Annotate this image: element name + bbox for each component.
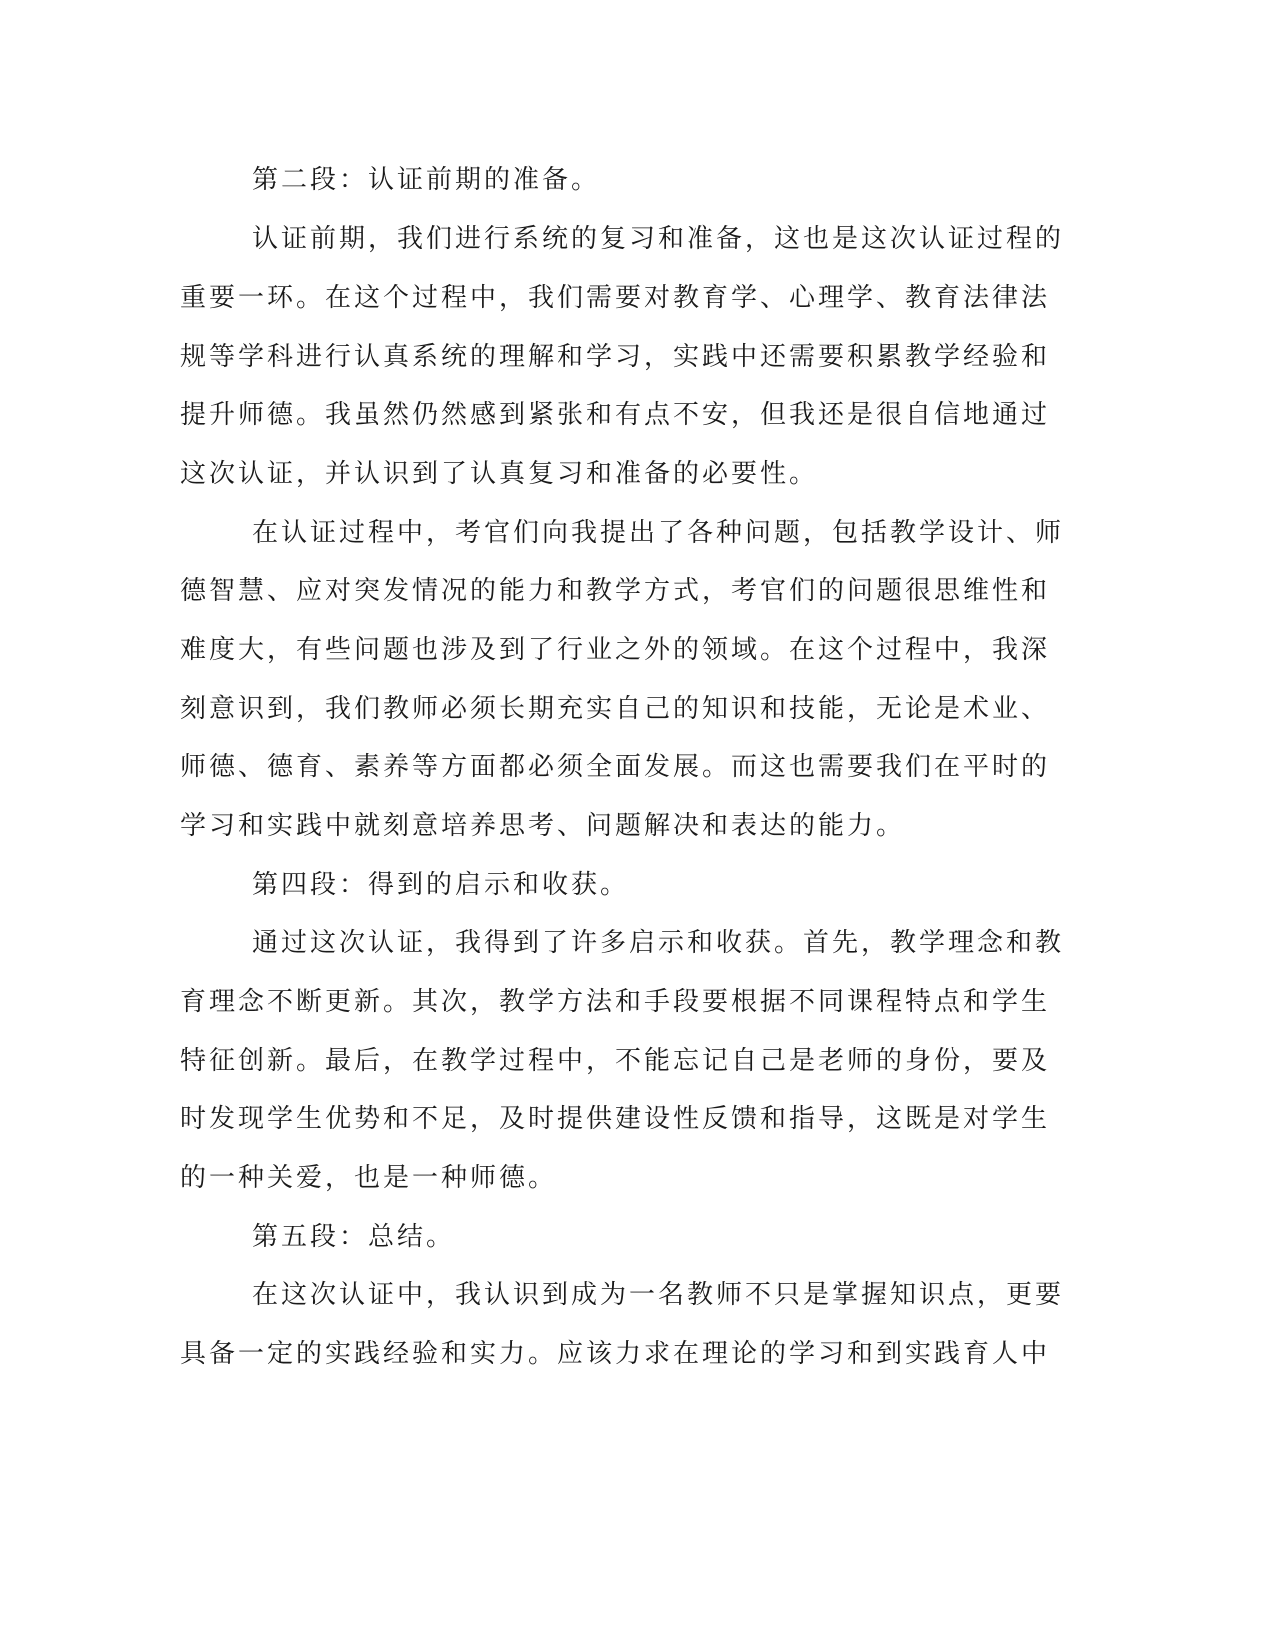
paragraph-line: 难度大，有些问题也涉及到了行业之外的领域。在这个过程中，我深 — [180, 635, 1051, 665]
paragraph-line: 这次认证，并认识到了认真复习和准备的必要性。 — [180, 459, 819, 489]
paragraph-line: 育理念不断更新。其次，教学方法和手段要根据不同课程特点和学生 — [180, 987, 1051, 1017]
paragraph-line: 在认证过程中，考官们向我提出了各种问题，包括教学设计、师 — [252, 518, 1065, 548]
paragraph-line: 学习和实践中就刻意培养思考、问题解决和表达的能力。 — [180, 811, 906, 841]
paragraph-line: 时发现学生优势和不足，及时提供建设性反馈和指导，这既是对学生 — [180, 1104, 1051, 1134]
paragraph-line: 德智慧、应对突发情况的能力和教学方式，考官们的问题很思维性和 — [180, 576, 1051, 606]
paragraph-line: 刻意识到，我们教师必须长期充实自己的知识和技能，无论是术业、 — [180, 694, 1051, 724]
paragraph-line: 规等学科进行认真系统的理解和学习，实践中还需要积累教学经验和 — [180, 342, 1051, 372]
paragraph-line: 认证前期，我们进行系统的复习和准备，这也是这次认证过程的 — [252, 224, 1065, 254]
paragraph-line: 特征创新。最后，在教学过程中，不能忘记自己是老师的身份，要及 — [180, 1046, 1051, 1076]
paragraph-line: 具备一定的实践经验和实力。应该力求在理论的学习和到实践育人中 — [180, 1339, 1051, 1369]
heading-section-5: 第五段：总结。 — [252, 1222, 456, 1252]
paragraph-line: 通过这次认证，我得到了许多启示和收获。首先，教学理念和教 — [252, 928, 1065, 958]
paragraph-line: 的一种关爱，也是一种师德。 — [180, 1163, 558, 1193]
paragraph-line: 师德、德育、素养等方面都必须全面发展。而这也需要我们在平时的 — [180, 752, 1051, 782]
paragraph-line: 提升师德。我虽然仍然感到紧张和有点不安，但我还是很自信地通过 — [180, 400, 1051, 430]
heading-section-4: 第四段：得到的启示和收获。 — [252, 870, 630, 900]
paragraph-line: 在这次认证中，我认识到成为一名教师不只是掌握知识点，更要 — [252, 1280, 1065, 1310]
heading-section-2: 第二段：认证前期的准备。 — [252, 165, 601, 195]
paragraph-line: 重要一环。在这个过程中，我们需要对教育学、心理学、教育法律法 — [180, 283, 1051, 313]
